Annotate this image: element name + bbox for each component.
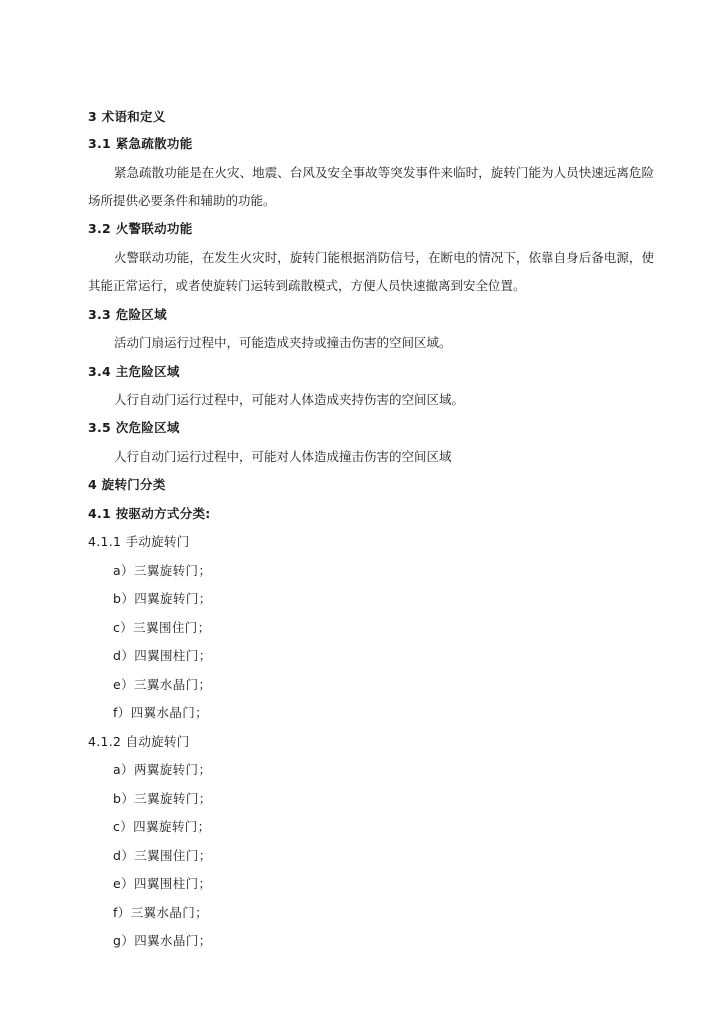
term-3-1-definition-line-1: 紧急疏散功能是在火灾、地震、台风及安全事故等突发事件来临时，旋转门能为人员快速远离危险 — [114, 165, 654, 180]
list-item: e）四翼围柱门； — [113, 876, 212, 891]
term-3-3-definition: 活动门扇运行过程中，可能造成夹持或撞击伤害的空间区域。 — [114, 335, 452, 350]
list-item: e）三翼水晶门； — [113, 677, 212, 692]
term-3-2-heading: 3.2 火警联动功能 — [88, 221, 193, 236]
section-3-title: 3 术语和定义 — [88, 109, 166, 124]
list-item: d）四翼围柱门； — [113, 648, 212, 663]
list-item: a）两翼旋转门； — [113, 762, 212, 777]
list-item: b）三翼旋转门； — [113, 791, 212, 806]
term-3-2-definition-line-2: 其能正常运行，或者使旋转门运转到疏散模式，方便人员快速撤离到安全位置。 — [88, 278, 526, 293]
list-item: g）四翼水晶门； — [113, 933, 212, 948]
term-3-2-definition-line-1: 火警联动功能，在发生火灾时，旋转门能根据消防信号，在断电的情况下，依靠自身后备电源，使 — [114, 250, 654, 265]
term-3-5-definition: 人行自动门运行过程中，可能对人体造成撞击伤害的空间区域 — [114, 449, 452, 464]
list-item: c）三翼围住门； — [113, 620, 211, 635]
list-item: f）三翼水晶门； — [113, 905, 209, 920]
list-item: a）三翼旋转门； — [113, 563, 212, 578]
group-4-1-2-heading: 4.1.2 自动旋转门 — [88, 734, 190, 749]
list-item: c）四翼旋转门； — [113, 819, 211, 834]
list-item: d）三翼围住门； — [113, 848, 212, 863]
term-3-4-definition: 人行自动门运行过程中，可能对人体造成夹持伤害的空间区域。 — [114, 392, 465, 407]
term-3-1-heading: 3.1 紧急疏散功能 — [88, 136, 193, 151]
term-3-5-heading: 3.5 次危险区域 — [88, 420, 180, 435]
term-3-4-heading: 3.4 主危险区域 — [88, 364, 180, 379]
term-3-1-definition-line-2: 场所提供必要条件和辅助的功能。 — [88, 193, 276, 208]
group-4-1-1-heading: 4.1.1 手动旋转门 — [88, 534, 190, 549]
subsection-4-1-heading: 4.1 按驱动方式分类: — [88, 506, 211, 521]
list-item: b）四翼旋转门； — [113, 591, 212, 606]
section-4-title: 4 旋转门分类 — [88, 477, 166, 492]
list-item: f）四翼水晶门； — [113, 705, 209, 720]
term-3-3-heading: 3.3 危险区域 — [88, 307, 167, 322]
